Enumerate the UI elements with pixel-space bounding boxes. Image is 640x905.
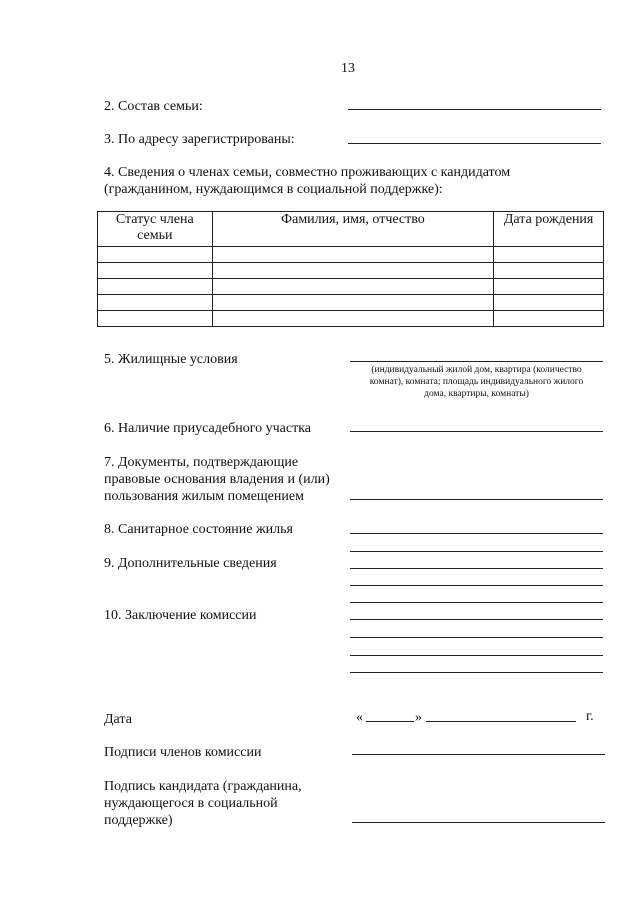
documents-label-line1: 7. Документы, подтверждающие bbox=[104, 455, 299, 470]
table-cell[interactable] bbox=[212, 279, 494, 295]
conclusion-field-line1[interactable] bbox=[350, 619, 603, 620]
table-cell[interactable] bbox=[98, 279, 213, 295]
date-label: Дата bbox=[104, 712, 132, 727]
conclusion-field-line3[interactable] bbox=[350, 655, 603, 656]
family-members-heading-line1: 4. Сведения о членах семьи, совместно проживающих с кандидатом bbox=[104, 165, 511, 180]
registered-field[interactable] bbox=[348, 143, 601, 144]
housing-label: 5. Жилищные условия bbox=[104, 352, 238, 367]
table-header-row bbox=[98, 212, 604, 247]
documents-label-line3: пользования жилым помещением bbox=[104, 489, 304, 504]
additional-label: 9. Дополнительные сведения bbox=[104, 556, 277, 571]
housing-hint bbox=[350, 364, 603, 400]
conclusion-label: 10. Заключение комиссии bbox=[104, 608, 257, 623]
table-cell[interactable] bbox=[494, 263, 604, 279]
table-row bbox=[98, 295, 604, 311]
table-row bbox=[98, 263, 604, 279]
header-full-name: Фамилия, имя, отчество bbox=[212, 212, 494, 247]
table-cell[interactable] bbox=[98, 295, 213, 311]
table-cell[interactable] bbox=[494, 247, 604, 263]
documents-label-line2: правовые основания владения и (или) bbox=[104, 472, 330, 487]
page-number: 13 bbox=[341, 61, 355, 76]
candidate-signature-label-line3: поддержке) bbox=[104, 813, 173, 828]
table-row bbox=[98, 247, 604, 263]
date-open-quote: « bbox=[356, 710, 363, 725]
table-cell[interactable] bbox=[494, 311, 604, 327]
table-cell[interactable] bbox=[212, 247, 494, 263]
date-day-field[interactable] bbox=[366, 721, 414, 722]
table-cell[interactable] bbox=[494, 295, 604, 311]
family-composition-label: 2. Состав семьи: bbox=[104, 99, 203, 114]
sanitary-label: 8. Санитарное состояние жилья bbox=[104, 522, 293, 537]
family-members-heading-line2: (гражданином, нуждающимся в социальной поддержке): bbox=[104, 182, 443, 197]
date-month-year-field[interactable] bbox=[426, 721, 576, 722]
table-cell[interactable] bbox=[98, 311, 213, 327]
candidate-signature-field[interactable] bbox=[352, 822, 605, 823]
table-cell[interactable] bbox=[494, 279, 604, 295]
table-row bbox=[98, 279, 604, 295]
housing-hint-line1: (индивидуальный жилой дом, квартира (количество bbox=[371, 365, 582, 375]
documents-field[interactable] bbox=[350, 499, 603, 500]
candidate-signature-label-line2: нуждающегося в социальной bbox=[104, 796, 278, 811]
date-close-quote: » bbox=[415, 710, 422, 725]
housing-field[interactable] bbox=[350, 361, 603, 362]
header-birth-date: Дата рождения bbox=[494, 212, 604, 247]
table-cell[interactable] bbox=[212, 311, 494, 327]
candidate-signature-label-line1: Подпись кандидата (гражданина, bbox=[104, 779, 302, 794]
sanitary-field-line2[interactable] bbox=[350, 551, 603, 552]
table-cell[interactable] bbox=[212, 263, 494, 279]
land-plot-label: 6. Наличие приусадебного участка bbox=[104, 421, 311, 436]
table-cell[interactable] bbox=[98, 263, 213, 279]
sanitary-field-line1[interactable] bbox=[350, 533, 603, 534]
additional-field-line2[interactable] bbox=[350, 585, 603, 586]
header-status: Статус члена семьи bbox=[98, 212, 213, 247]
table-cell[interactable] bbox=[98, 247, 213, 263]
additional-field-line1[interactable] bbox=[350, 568, 603, 569]
registered-label: 3. По адресу зарегистрированы: bbox=[104, 132, 295, 147]
table-row bbox=[98, 311, 604, 327]
table-cell[interactable] bbox=[212, 295, 494, 311]
additional-field-line3[interactable] bbox=[350, 602, 603, 603]
family-composition-field[interactable] bbox=[348, 109, 601, 110]
date-year-suffix: г. bbox=[586, 709, 594, 724]
land-plot-field[interactable] bbox=[350, 431, 603, 432]
conclusion-field-line2[interactable] bbox=[350, 637, 603, 638]
family-members-table bbox=[97, 211, 604, 327]
commission-signatures-label: Подписи членов комиссии bbox=[104, 745, 262, 760]
housing-hint-line2: комнат), комната; площадь индивидуального жилого bbox=[369, 377, 584, 387]
conclusion-field-line4[interactable] bbox=[350, 672, 603, 673]
commission-signatures-field[interactable] bbox=[352, 754, 605, 755]
housing-hint-line3: дома, квартиры, комнаты) bbox=[424, 389, 529, 399]
